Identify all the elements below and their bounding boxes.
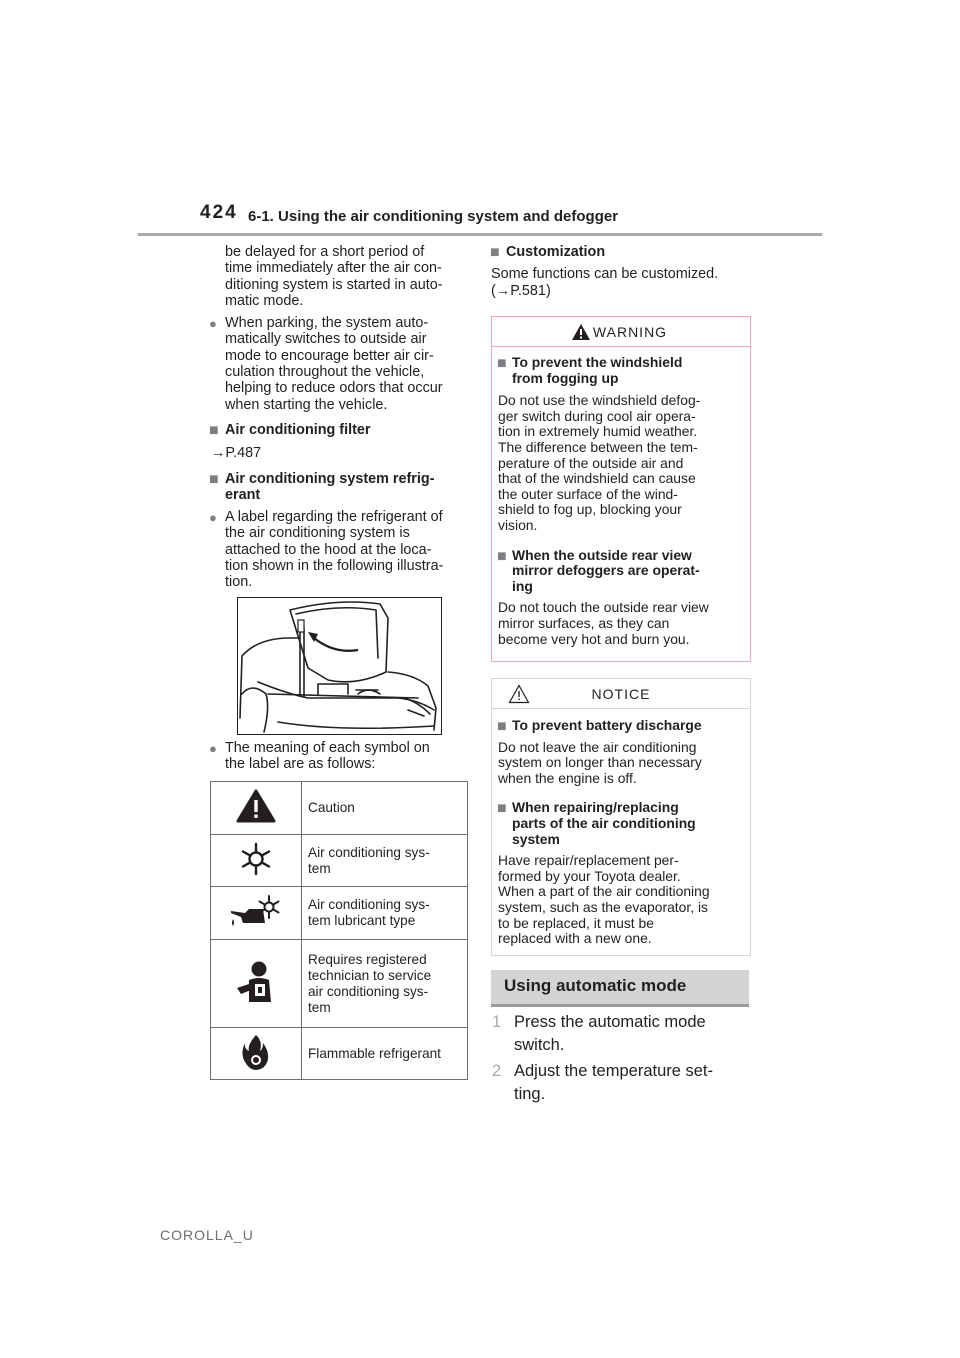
step-1: 1 Press the automatic mode switch. (492, 1013, 706, 1054)
page-number: 424 (200, 202, 238, 223)
symbol-description: Flammable refrigerant (302, 1028, 468, 1080)
right-column (491, 244, 751, 299)
symbol-description: Caution (302, 782, 468, 835)
car-hood-open-icon (238, 598, 441, 734)
table-row (211, 835, 468, 887)
square-bullet-icon: ■ (497, 547, 507, 565)
notice-heading-repair: ■ When repairing/replacing parts of the air conditioning system (497, 799, 696, 847)
table-row (211, 887, 468, 940)
square-bullet-icon: ■ (497, 355, 507, 372)
notice-heading-battery: ■ To prevent battery discharge (497, 717, 702, 735)
bullet-dot-icon: ● (209, 741, 217, 756)
square-bullet-icon: ■ (490, 244, 500, 261)
step-number: 2 (492, 1062, 502, 1080)
notice-box (491, 678, 751, 956)
notice-header (492, 679, 750, 709)
notice-label: NOTICE (591, 686, 651, 702)
footer-model-code: COROLLA_U (160, 1227, 254, 1243)
warning-paragraph-mirror: Do not touch the outside rear view mirror surfaces, as they can become very hot and burn you. (498, 599, 709, 647)
caution-triangle-icon (211, 782, 302, 835)
notice-paragraph-repair: Have repair/replacement per- formed by your Toyota dealer. When a part of the air conditioning system, such as the evaporator, is to be replaced, it must be replaced with a new one. (498, 852, 710, 947)
warning-heading-mirror: ■ When the outside rear view mirror defoggers are operat- ing (497, 546, 700, 594)
step-number: 1 (492, 1013, 502, 1031)
table-row (211, 940, 468, 1028)
label-location-bullet: ● A label regarding the refrigerant of the air conditioning system is attached to the hood at the loca- tion shown in the following illustra- tion. (209, 509, 444, 591)
section-title: Using automatic mode (504, 976, 687, 995)
hood-label-illustration (237, 597, 442, 735)
parking-bullet: ● When parking, the system auto- matically switches to outside air mode to encourage better air cir- culation throughout the vehicle, helping to reduce odors that occur when starting the vehicle. (209, 315, 443, 413)
left-column (210, 244, 468, 591)
table-row (211, 1028, 468, 1080)
notice-paragraph-battery: Do not leave the air conditioning system on longer than necessary when the engine is off. (498, 738, 702, 786)
warning-paragraph-fogging: Do not use the windshield defog- ger switch during cool air opera- tion in extremely humid weather. The difference between the tem- perature of the outside air and that of the windshield can cause the outer surface of the wind- shield to fog up, blocking your vision. (498, 392, 701, 533)
warning-heading-fogging: ■ To prevent the windshield from fogging up (497, 354, 683, 386)
customization-text: Some functions can be customized. (491, 266, 719, 283)
label-symbols-table (210, 781, 468, 1080)
square-bullet-icon: ■ (497, 800, 507, 818)
flame-icon (211, 1028, 302, 1080)
step-2: 2 Adjust the temperature set- ting. (492, 1062, 714, 1103)
bullet-dot-icon: ● (209, 316, 217, 332)
technician-icon (211, 940, 302, 1028)
header-divider (138, 233, 822, 236)
chapter-title: 6-1. Using the air conditioning system and defogger (248, 208, 619, 225)
section-title-bar (491, 970, 749, 1007)
intro-paragraph: be delayed for a short period of time immediately after the air con- ditioning system is started in auto- matic mode. (225, 244, 443, 309)
filter-page-reference[interactable]: →P.487 (211, 445, 262, 462)
snowflake-icon (211, 835, 302, 887)
square-bullet-icon: ■ (497, 718, 507, 735)
symbol-description: Air conditioning sys- tem (302, 835, 468, 887)
symbol-description: Requires registered technician to service air conditioning sys- tem (302, 940, 468, 1028)
warning-header (492, 317, 750, 347)
customization-heading: ■ Customization (490, 244, 606, 261)
table-row (211, 782, 468, 835)
symbol-description: Air conditioning sys- tem lubricant type (302, 887, 468, 940)
square-bullet-icon: ■ (209, 470, 219, 488)
square-bullet-icon: ■ (209, 421, 219, 439)
warning-box (491, 316, 751, 662)
symbol-meaning-bullet: ● The meaning of each symbol on the label are as follows: (209, 740, 430, 773)
filter-heading: ■ Air conditioning filter (209, 421, 371, 439)
refrigerant-heading: ■ Air conditioning system refrig- erant (209, 470, 435, 503)
bullet-dot-icon: ● (209, 510, 217, 526)
oil-can-icon (211, 887, 302, 940)
warning-label: WARNING (592, 324, 668, 340)
customization-page-reference[interactable]: (→P.581) (491, 282, 551, 299)
